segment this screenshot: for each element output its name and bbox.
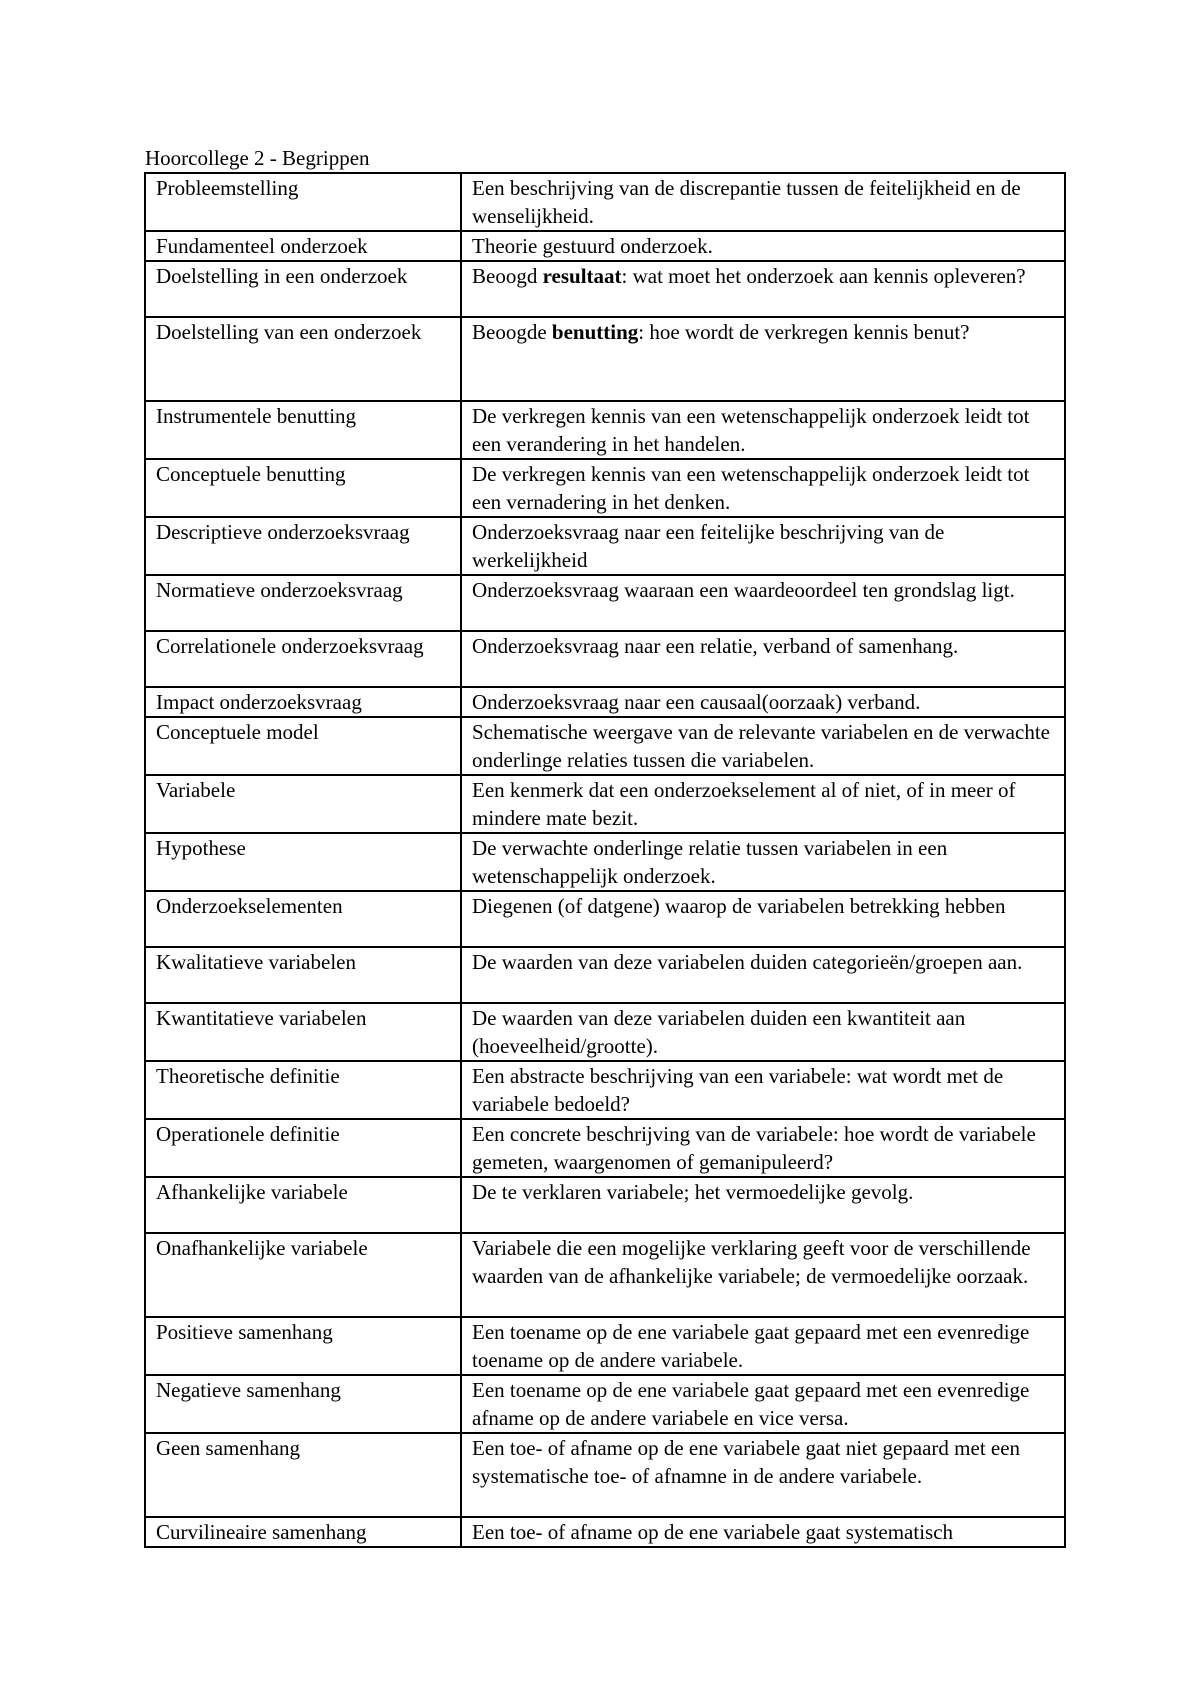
term-cell: Impact onderzoeksvraag: [145, 687, 461, 717]
definition-cell: [461, 261, 1065, 317]
definition-cell: Diegenen (of datgene) waarop de variabelen betrekking hebben: [461, 891, 1065, 947]
table-row: [145, 833, 1065, 891]
definition-cell: Een beschrijving van de discrepantie tussen de feitelijkheid en de wenselijkheid.: [461, 173, 1065, 231]
table-row: [145, 231, 1065, 261]
definition-cell: Theorie gestuurd onderzoek.: [461, 231, 1065, 261]
term-cell: Kwantitatieve variabelen: [145, 1003, 461, 1061]
table-row: [145, 775, 1065, 833]
definition-cell: Onderzoeksvraag naar een feitelijke beschrijving van de werkelijkheid: [461, 517, 1065, 575]
table-row: [145, 1517, 1065, 1547]
definition-cell: De verkregen kennis van een wetenschappelijk onderzoek leidt tot een vernadering in het denken.: [461, 459, 1065, 517]
term-cell: Hypothese: [145, 833, 461, 891]
table-row: [145, 687, 1065, 717]
definition-cell: Een kenmerk dat een onderzoekselement al of niet, of in meer of mindere mate bezit.: [461, 775, 1065, 833]
table-row: [145, 1233, 1065, 1317]
definition-text: Beoogd: [472, 264, 543, 288]
term-cell: Negatieve samenhang: [145, 1375, 461, 1433]
definition-cell: Schematische weergave van de relevante variabelen en de verwachte onderlinge relaties tussen die variabelen.: [461, 717, 1065, 775]
term-cell: Variabele: [145, 775, 461, 833]
table-row: [145, 261, 1065, 317]
definition-cell: Een toe- of afname op de ene variabele gaat systematisch: [461, 1517, 1065, 1547]
table-row: [145, 401, 1065, 459]
term-cell: Normatieve onderzoeksvraag: [145, 575, 461, 631]
definition-cell: Onderzoeksvraag naar een relatie, verband of samenhang.: [461, 631, 1065, 687]
definition-text: : hoe wordt de verkregen kennis benut?: [638, 320, 970, 344]
term-cell: Doelstelling van een onderzoek: [145, 317, 461, 401]
table-row: [145, 631, 1065, 687]
table-row: [145, 517, 1065, 575]
term-cell: Kwalitatieve variabelen: [145, 947, 461, 1003]
definition-cell: Onderzoeksvraag waaraan een waardeoordeel ten grondslag ligt.: [461, 575, 1065, 631]
definition-cell: De verwachte onderlinge relatie tussen variabelen in een wetenschappelijk onderzoek.: [461, 833, 1065, 891]
term-cell: Onderzoekselementen: [145, 891, 461, 947]
definition-cell: Een toe- of afname op de ene variabele gaat niet gepaard met een systematische toe- of afnamne in de andere variabele.: [461, 1433, 1065, 1517]
term-cell: Descriptieve onderzoeksvraag: [145, 517, 461, 575]
term-cell: Theoretische definitie: [145, 1061, 461, 1119]
term-cell: Afhankelijke variabele: [145, 1177, 461, 1233]
table-row: [145, 173, 1065, 231]
definition-cell: De verkregen kennis van een wetenschappelijk onderzoek leidt tot een verandering in het handelen.: [461, 401, 1065, 459]
term-cell: Instrumentele benutting: [145, 401, 461, 459]
definition-text: : wat moet het onderzoek aan kennis opleveren?: [621, 264, 1026, 288]
definition-cell: De waarden van deze variabelen duiden een kwantiteit aan (hoeveelheid/grootte).: [461, 1003, 1065, 1061]
table-row: [145, 575, 1065, 631]
term-cell: Conceptuele benutting: [145, 459, 461, 517]
term-cell: Geen samenhang: [145, 1433, 461, 1517]
term-cell: Curvilineaire samenhang: [145, 1517, 461, 1547]
table-row: [145, 947, 1065, 1003]
definition-cell: Variabele die een mogelijke verklaring geeft voor de verschillende waarden van de afhankelijke variabele; de vermoedelijke oorzaak.: [461, 1233, 1065, 1317]
term-cell: Positieve samenhang: [145, 1317, 461, 1375]
table-row: [145, 1003, 1065, 1061]
table-row: [145, 317, 1065, 401]
table-row: [145, 1177, 1065, 1233]
term-cell: Fundamenteel onderzoek: [145, 231, 461, 261]
definition-text: Beoogde: [472, 320, 552, 344]
term-cell: Correlationele onderzoeksvraag: [145, 631, 461, 687]
definition-cell: [461, 317, 1065, 401]
table-row: [145, 1375, 1065, 1433]
definition-cell: De te verklaren variabele; het vermoedelijke gevolg.: [461, 1177, 1065, 1233]
definition-emphasis: benutting: [551, 320, 639, 344]
term-cell: Doelstelling in een onderzoek: [145, 261, 461, 317]
definition-cell: Een abstracte beschrijving van een variabele: wat wordt met de variabele bedoeld?: [461, 1061, 1065, 1119]
definition-cell: Een toename op de ene variabele gaat gepaard met een evenredige afname op de andere variabele en vice versa.: [461, 1375, 1065, 1433]
table-row: [145, 1119, 1065, 1177]
term-cell: Conceptuele model: [145, 717, 461, 775]
terms-table: [144, 172, 1066, 1548]
term-cell: Probleemstelling: [145, 173, 461, 231]
definition-cell: Een concrete beschrijving van de variabele: hoe wordt de variabele gemeten, waargenomen of gemanipuleerd?: [461, 1119, 1065, 1177]
table-row: [145, 1061, 1065, 1119]
document-title: Hoorcollege 2 - Begrippen: [145, 146, 370, 170]
term-cell: Operationele definitie: [145, 1119, 461, 1177]
table-row: [145, 1433, 1065, 1517]
table-row: [145, 717, 1065, 775]
term-cell: Onafhankelijke variabele: [145, 1233, 461, 1317]
definition-emphasis: resultaat: [542, 264, 622, 288]
definition-cell: Een toename op de ene variabele gaat gepaard met een evenredige toename op de andere variabele.: [461, 1317, 1065, 1375]
definition-cell: Onderzoeksvraag naar een causaal(oorzaak) verband.: [461, 687, 1065, 717]
table-row: [145, 1317, 1065, 1375]
table-row: [145, 891, 1065, 947]
table-row: [145, 459, 1065, 517]
definition-cell: De waarden van deze variabelen duiden categorieën/groepen aan.: [461, 947, 1065, 1003]
